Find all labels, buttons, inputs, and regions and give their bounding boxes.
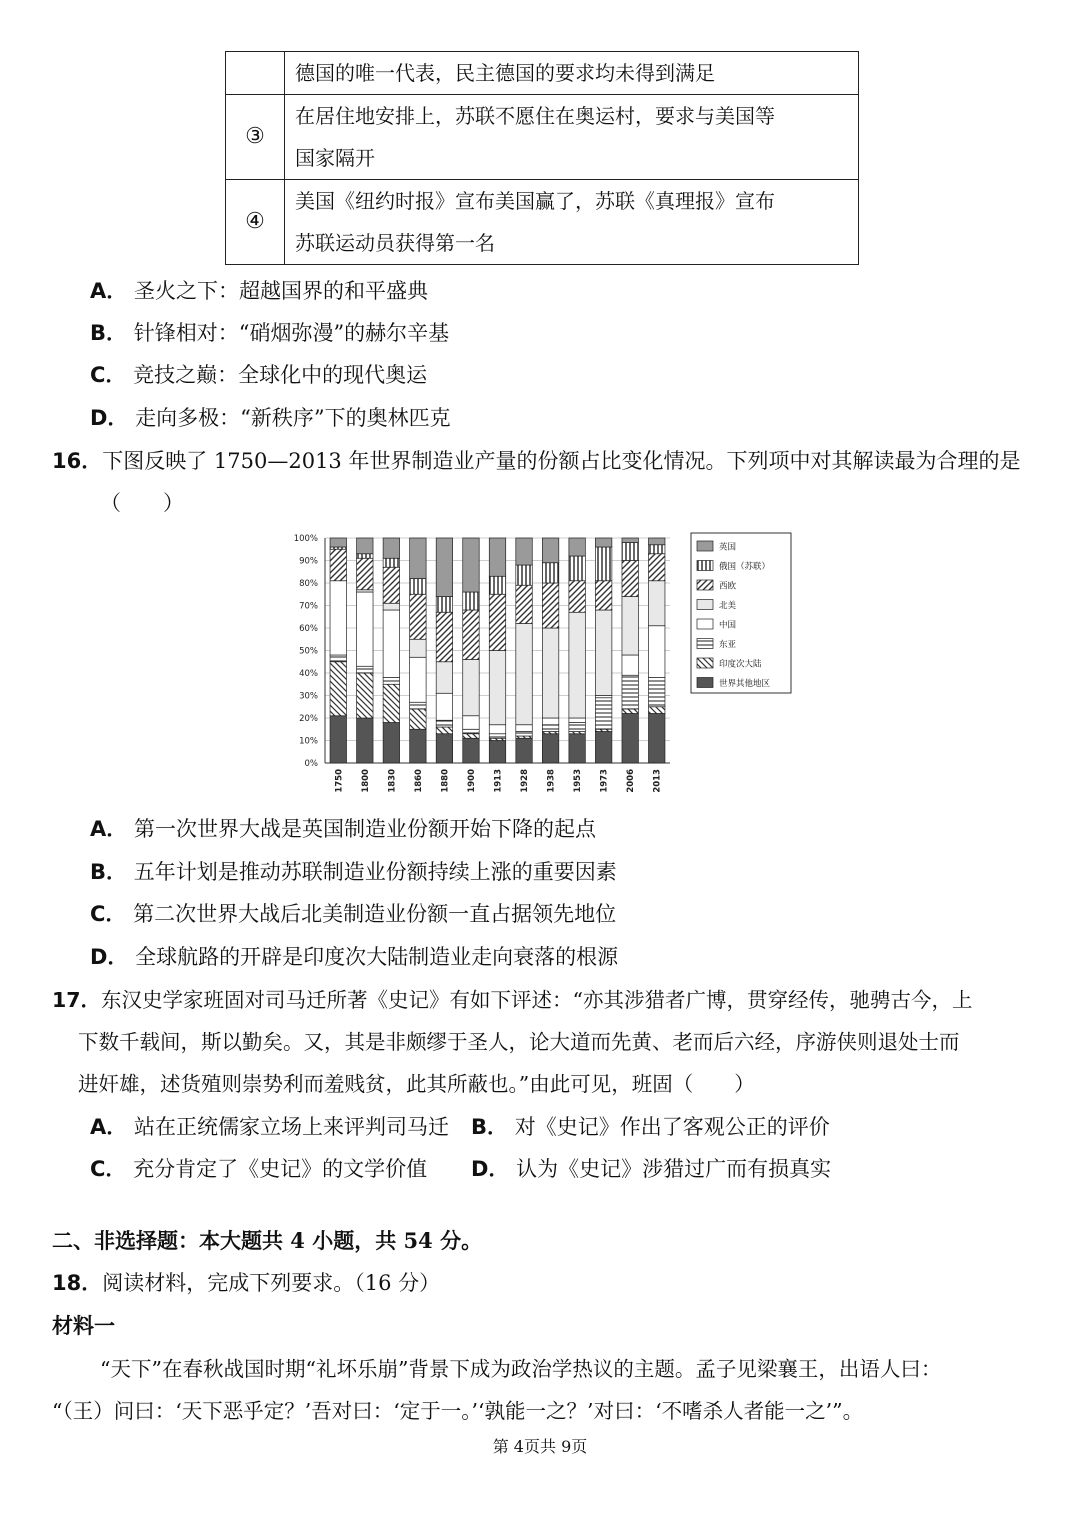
legend-swatch <box>697 619 713 629</box>
legend-swatch <box>697 541 713 551</box>
q17-stem-line-2: 下数千载间，斯以勤矣。又，其是非颇缪于圣人，论大道而先黄、老而后六经，序游侠则退处士而 <box>78 1030 960 1054</box>
bar-segment <box>569 556 585 581</box>
bar-segment <box>516 585 532 623</box>
bar-segment <box>436 538 452 597</box>
bar-segment <box>542 718 558 725</box>
material-line-1: “天下”在春秋战国时期“礼坏乐崩”背景下成为政治学热议的主题。孟子见梁襄王，出语人曰： <box>100 1357 942 1381</box>
y-tick-label: 100% <box>293 534 318 544</box>
bar-segment <box>330 716 346 763</box>
bar-segment <box>410 639 426 657</box>
bar-segment <box>436 597 452 613</box>
x-tick-label: 1880 <box>440 769 451 793</box>
row-text: 美国《纽约时报》宣布美国赢了，苏联《真理报》宣布 苏联运动员获得第一名 <box>285 180 859 265</box>
legend-label: 印度次大陆 <box>719 659 762 670</box>
x-tick-label: 1953 <box>573 769 584 793</box>
bar-segment <box>489 594 505 650</box>
x-tick-label: 1800 <box>360 769 371 793</box>
row-text: 德国的唯一代表，民主德国的要求均未得到满足 <box>285 52 859 95</box>
bar-segment <box>463 538 479 592</box>
legend-swatch <box>697 678 713 688</box>
bar-segment <box>410 579 426 595</box>
bar-segment <box>595 698 611 730</box>
q16-option-a[interactable]: A． 第一次世界大战是英国制造业份额开始下降的起点 <box>90 817 596 841</box>
bar-segment <box>622 709 638 714</box>
y-tick-label: 20% <box>299 714 318 724</box>
section-2-title: 二、非选择题：本大题共 4 小题，共 54 分。 <box>52 1228 483 1253</box>
bar-segment <box>383 603 399 610</box>
legend-swatch <box>697 580 713 590</box>
legend-label: 西欧 <box>719 581 737 592</box>
bar-segment <box>489 538 505 576</box>
bar-segment <box>383 684 399 722</box>
y-tick-label: 60% <box>299 624 318 634</box>
x-tick-label: 1938 <box>546 769 557 793</box>
bar-segment <box>595 538 611 547</box>
bar-segment <box>622 561 638 597</box>
q15-option-d[interactable]: D． 走向多极：“新秩序”下的奥林匹克 <box>90 406 451 430</box>
bar-segment <box>330 549 346 581</box>
q17-option-b[interactable]: B． 对《史记》作出了客观公正的评价 <box>471 1115 830 1139</box>
bar-segment <box>489 741 505 764</box>
q15-option-b[interactable]: B． 针锋相对：“硝烟弥漫”的赫尔辛基 <box>90 321 450 345</box>
row-text: 在居住地安排上，苏联不愿住在奥运村，要求与美国等 国家隔开 <box>285 95 859 180</box>
x-tick-label: 1900 <box>466 769 477 793</box>
x-tick-label: 2013 <box>652 769 663 793</box>
bar-segment <box>542 563 558 583</box>
bar-segment <box>649 554 665 581</box>
x-tick-label: 1750 <box>334 769 345 793</box>
bar-segment <box>542 538 558 563</box>
q16-answer-paren: （ ） <box>100 491 184 515</box>
legend-label: 英国 <box>719 542 737 553</box>
bar-segment <box>516 538 532 565</box>
bar-segment <box>463 738 479 763</box>
bar-segment <box>622 714 638 764</box>
bar-segment <box>330 538 346 547</box>
bar-segment <box>410 594 426 639</box>
legend-swatch <box>697 561 713 571</box>
bar-segment <box>649 538 665 545</box>
bar-segment <box>569 723 585 732</box>
x-axis-labels <box>334 769 662 793</box>
bar-segment <box>569 718 585 723</box>
bar-segment <box>436 734 452 763</box>
q17-option-a[interactable]: A． 站在正统儒家立场上来评判司马迁 <box>90 1115 449 1139</box>
bar-segment <box>357 592 373 666</box>
q16-option-d[interactable]: D． 全球航路的开辟是印度次大陆制造业走向衰落的根源 <box>90 945 619 969</box>
table-row <box>226 52 859 95</box>
material-line-2: “（王）问曰：‘天下恶乎定？’吾对曰：‘定于一。’‘孰能一之？’对曰：‘不嗜杀人者能一之’”。 <box>52 1399 864 1423</box>
bar-segment <box>463 592 479 610</box>
legend-swatch <box>697 658 713 668</box>
x-tick-label: 2006 <box>626 769 637 793</box>
table-row <box>226 180 859 265</box>
bar-segment <box>436 720 452 727</box>
bar-segment <box>649 545 665 554</box>
q15-option-c[interactable]: C． 竞技之巅：全球化中的现代奥运 <box>90 363 428 387</box>
bar-segment <box>595 581 611 610</box>
bar-segment <box>622 675 638 709</box>
q16-option-c[interactable]: C． 第二次世界大战后北美制造业份额一直占据领先地位 <box>90 902 617 926</box>
bar-segment <box>463 610 479 660</box>
y-tick-label: 40% <box>299 669 318 679</box>
bar-segment <box>622 543 638 561</box>
bar-segment <box>410 538 426 579</box>
legend-swatch <box>697 639 713 649</box>
x-tick-label: 1860 <box>413 769 424 793</box>
bar-segment <box>410 657 426 702</box>
bar-segment <box>410 702 426 709</box>
bar-segment <box>410 709 426 729</box>
bar-segment <box>489 651 505 725</box>
y-tick-label: 80% <box>299 579 318 589</box>
bar-segment <box>330 581 346 655</box>
bar-segment <box>595 547 611 581</box>
q15-option-a[interactable]: A． 圣火之下：超越国界的和平盛典 <box>90 279 428 303</box>
bar-segment <box>622 655 638 675</box>
legend-label: 俄国（苏联） <box>719 562 771 572</box>
q16-stem: 16．下图反映了 1750—2013 年世界制造业产量的份额占比变化情况。下列项中对其解读最为合理的是 <box>52 449 1021 473</box>
bar-segment <box>383 678 399 685</box>
bar-segment <box>463 660 479 716</box>
bar-segment <box>542 725 558 732</box>
bar-segment <box>516 725 532 732</box>
bar-segment <box>622 538 638 543</box>
bar-segment <box>649 581 665 626</box>
row-number <box>226 52 285 95</box>
bar-segment <box>516 732 532 737</box>
bar-segment <box>357 554 373 559</box>
bar-segment <box>330 662 346 716</box>
x-tick-label: 1928 <box>520 769 531 793</box>
bar-segment <box>436 727 452 734</box>
legend-swatch <box>697 600 713 610</box>
y-axis-labels <box>294 534 318 769</box>
x-tick-label: 1830 <box>387 769 398 793</box>
bar-segment <box>383 610 399 678</box>
bar-segment <box>516 738 532 763</box>
x-tick-label: 1973 <box>599 769 610 793</box>
bar-segment <box>383 723 399 764</box>
bar-segment <box>622 597 638 656</box>
bar-segment <box>649 714 665 764</box>
bar-segment <box>542 583 558 628</box>
y-tick-label: 10% <box>299 736 318 747</box>
bar-segment <box>569 612 585 718</box>
bar-segment <box>595 610 611 696</box>
bar-segment <box>383 567 399 603</box>
q18-stem: 18．阅读材料，完成下列要求。（16 分） <box>52 1271 441 1295</box>
bar-segment <box>489 725 505 734</box>
bar-segment <box>542 628 558 718</box>
bar-segment <box>516 565 532 585</box>
bar-segment <box>649 678 665 707</box>
bar-segment <box>463 729 479 734</box>
page-footer: 第 4页共 9页 <box>492 1437 588 1456</box>
bar-segment <box>357 538 373 554</box>
y-tick-label: 50% <box>299 646 318 657</box>
bar-segment <box>595 732 611 764</box>
bar-segment <box>569 734 585 763</box>
legend-label: 北美 <box>719 601 737 611</box>
bar-segment <box>516 624 532 725</box>
bar-segment <box>569 581 585 613</box>
bar-segment <box>436 662 452 694</box>
bar-segment <box>357 718 373 763</box>
bar-segment <box>489 576 505 594</box>
q17-stem-line-3: 进奸雄，述货殖则崇势利而羞贱贫，此其所蔽也。”由此可见，班固（ ） <box>78 1072 755 1096</box>
row-number: ④ <box>226 180 285 265</box>
table-row <box>226 95 859 180</box>
bar-segment <box>330 655 346 662</box>
x-tick-label: 1913 <box>493 769 504 793</box>
bar-segment <box>436 612 452 662</box>
bar-segment <box>410 729 426 763</box>
olympics-table <box>225 51 859 265</box>
q17-stem-line-1: 17．东汉史学家班固对司马迁所著《史记》有如下评述：“亦其涉猎者广博，贯穿经传，驰骋古今，上 <box>52 988 973 1012</box>
y-tick-label: 0% <box>304 759 318 769</box>
legend-label: 中国 <box>719 620 737 631</box>
legend-label: 东亚 <box>719 640 737 650</box>
bar-segment <box>357 558 373 590</box>
y-tick-label: 70% <box>299 601 318 612</box>
q17-option-c[interactable]: C． 充分肯定了《史记》的文学价值 <box>90 1157 428 1181</box>
bar-segment <box>357 673 373 718</box>
bar-segment <box>436 693 452 720</box>
q17-option-d[interactable]: D． 认为《史记》涉猎过广而有损真实 <box>471 1157 832 1181</box>
bar-segment <box>489 734 505 739</box>
bar-segment <box>463 716 479 730</box>
chart-legend <box>691 533 791 693</box>
bar-segment <box>357 666 373 673</box>
bar-segment <box>569 538 585 556</box>
y-tick-label: 30% <box>299 691 318 702</box>
bar-segment <box>649 707 665 714</box>
bar-segment <box>649 626 665 678</box>
material-one-title: 材料一 <box>52 1313 115 1338</box>
bar-segment <box>383 558 399 567</box>
bar-segment <box>463 734 479 739</box>
bar-segment <box>542 734 558 763</box>
manufacturing-share-chart <box>285 528 800 798</box>
legend-label: 世界其他地区 <box>719 679 771 689</box>
row-number: ③ <box>226 95 285 180</box>
y-tick-label: 90% <box>299 556 318 567</box>
bar-segment <box>383 538 399 558</box>
q16-option-b[interactable]: B． 五年计划是推动苏联制造业份额持续上涨的重要因素 <box>90 860 617 884</box>
